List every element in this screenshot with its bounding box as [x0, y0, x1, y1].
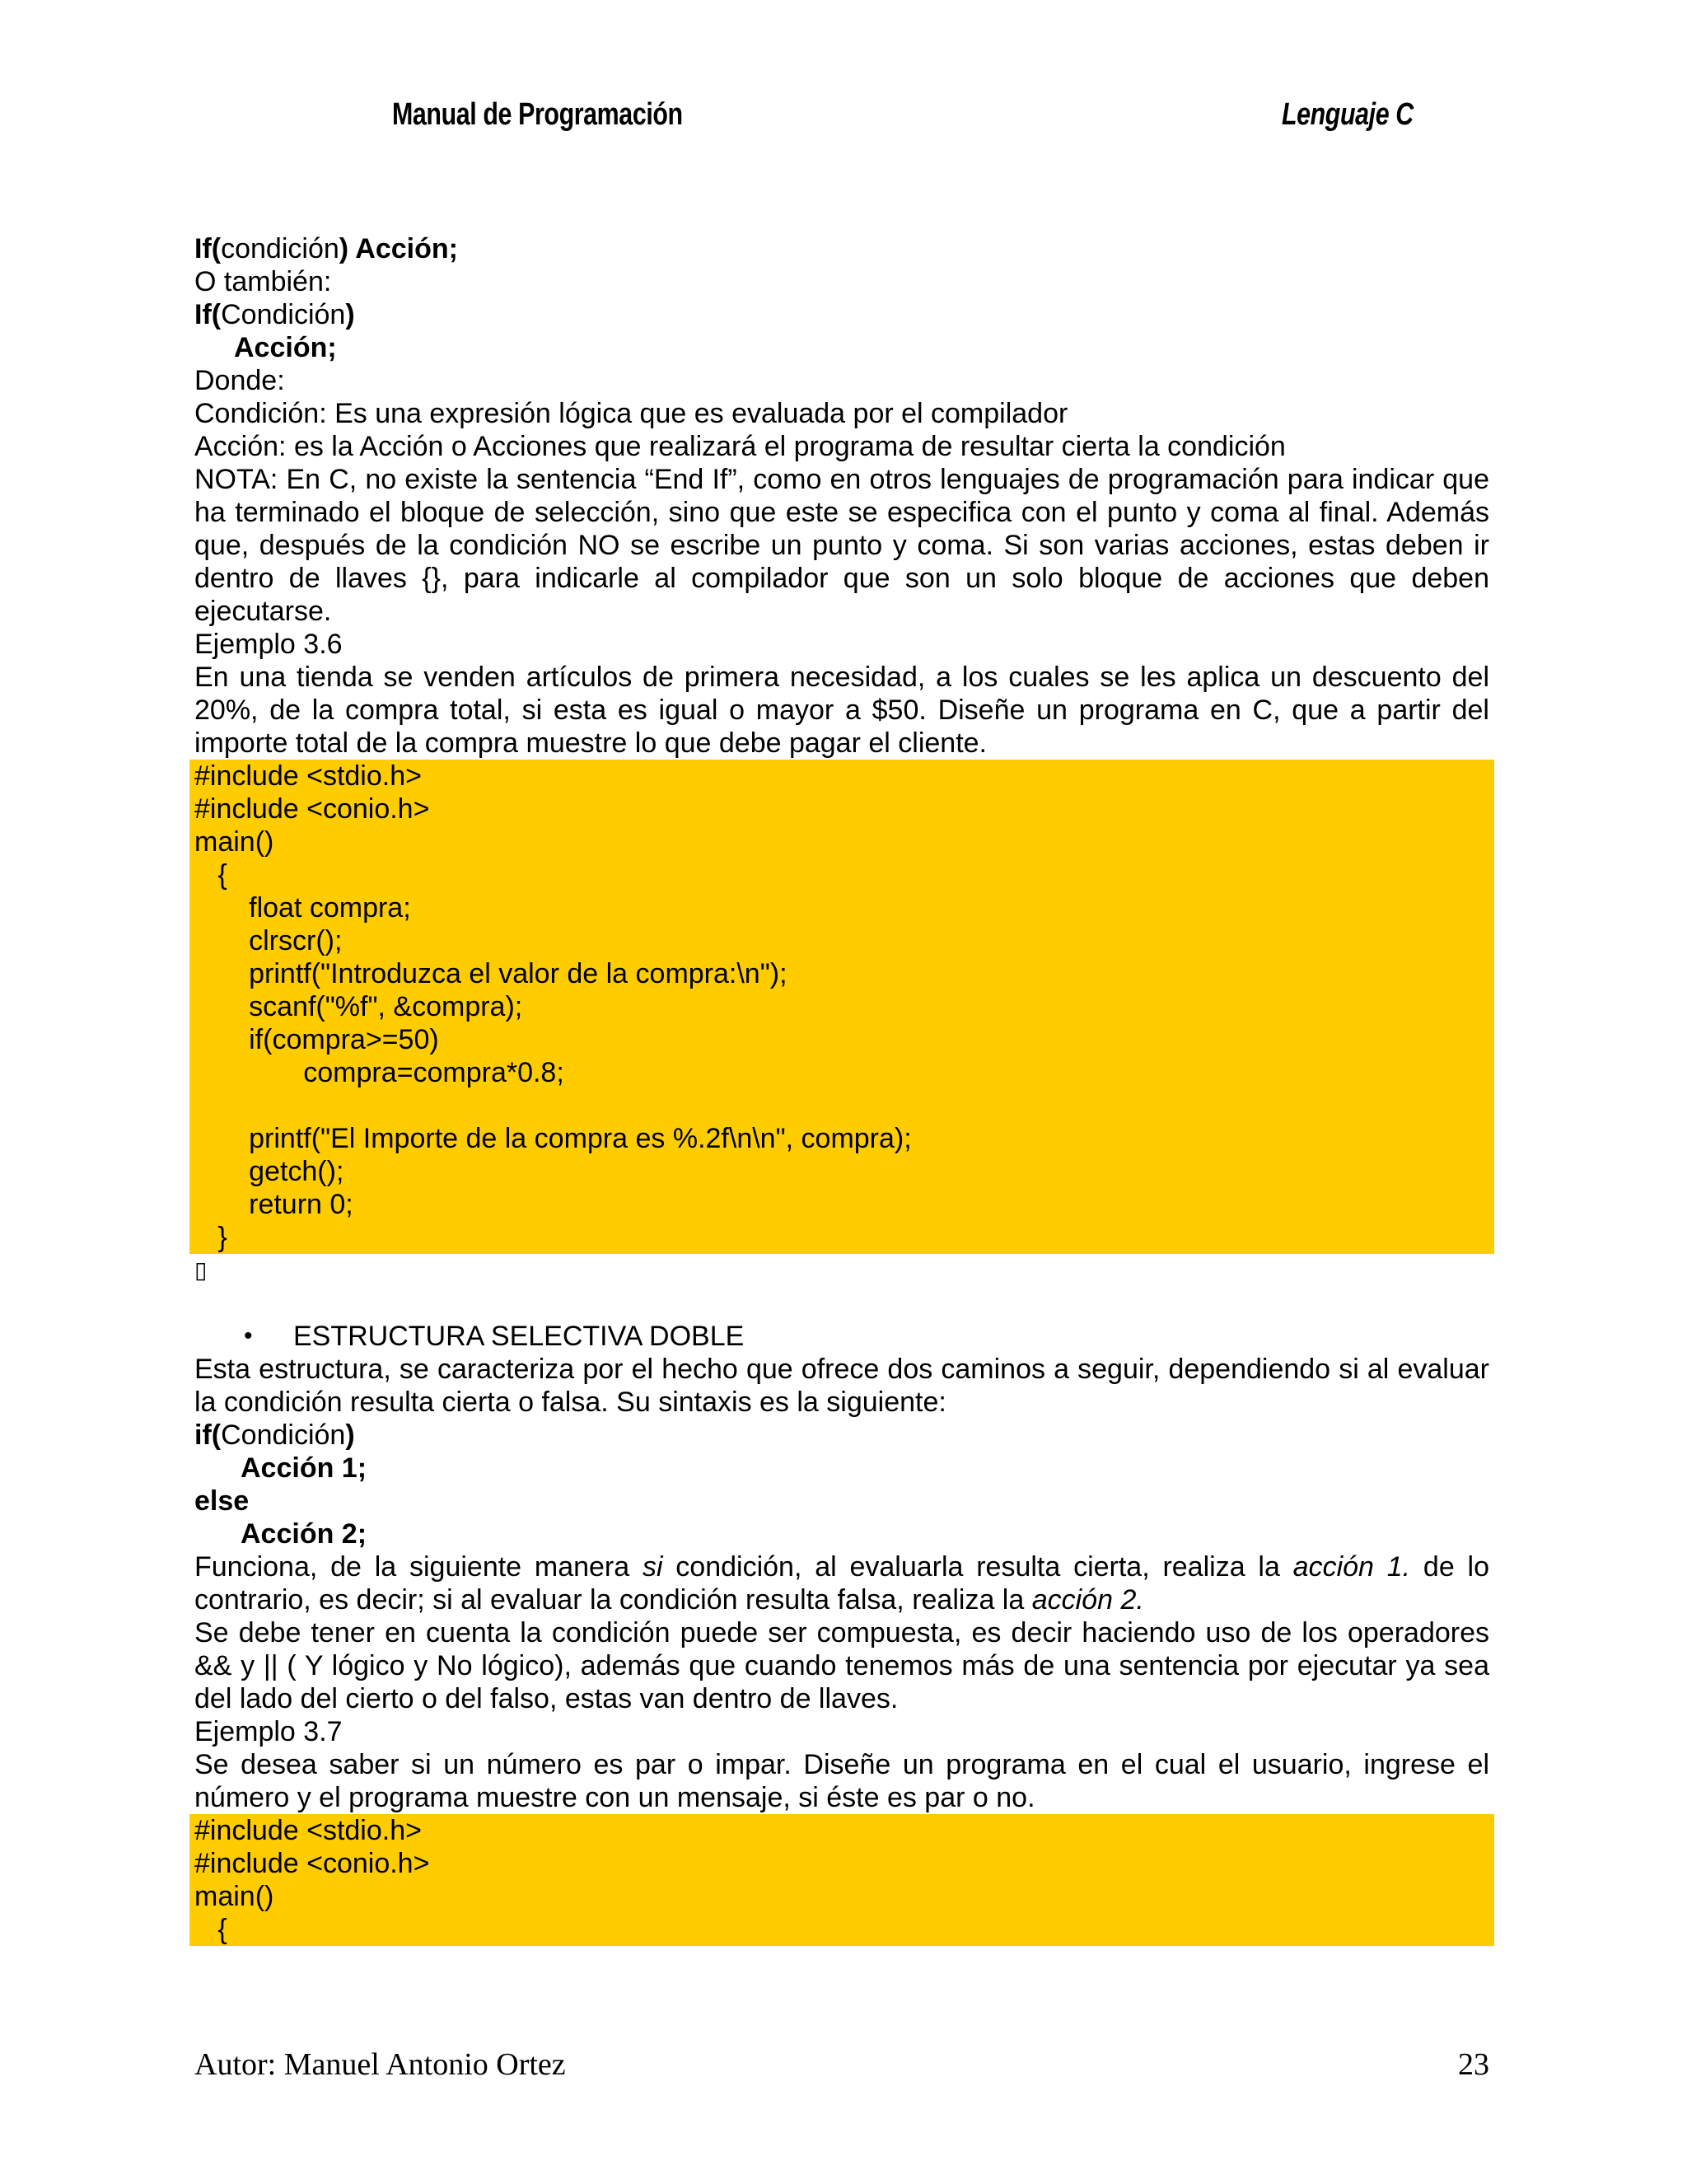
code-line: return 0;	[194, 1189, 353, 1220]
page-body	[194, 232, 1489, 1946]
section-heading-bullet	[194, 1320, 1489, 1353]
code-line: if(compra>=50)	[194, 1024, 439, 1055]
code-line: float compra;	[194, 892, 411, 924]
condicion-definition: Condición: Es una expresión lógica que es evaluada por el compilador	[194, 398, 1068, 429]
code-line: #include <stdio.h>	[194, 1815, 422, 1846]
manual-title: Manual de Programación	[392, 97, 683, 132]
ejemplo-3-6-label: Ejemplo 3.6	[194, 629, 343, 660]
if-else-syntax-line	[194, 1419, 1489, 1452]
o-tambien: O también:	[194, 266, 332, 297]
doble-intro: Esta estructura, se caracteriza por el hecho que ofrece dos caminos a seguir, dependiendo si al evaluar la condición resulta cierta o falsa. Su sintaxis es la siguiente:	[194, 1354, 1489, 1418]
funciona-part: Funciona, de la siguiente manera	[194, 1551, 643, 1583]
funciona-accion2: acción 2.	[1031, 1584, 1144, 1616]
funciona-accion1: acción 1.	[1292, 1551, 1411, 1583]
accion-definition: Acción: es la Acción o Acciones que realizará el programa de resultar cierta la condición	[194, 431, 1286, 462]
funciona-part: condición, al evaluarla resulta cierta, realiza la	[662, 1551, 1293, 1583]
kw-if-3: if	[194, 1419, 212, 1451]
paren-close-3: )	[345, 1419, 355, 1451]
code-line: {	[194, 859, 227, 891]
kw-if-2: If	[194, 299, 212, 330]
paren-close-2: )	[345, 299, 355, 330]
code-line: main()	[194, 826, 274, 858]
code-line: #include <conio.h>	[194, 793, 430, 825]
funciona-si: si	[642, 1551, 663, 1583]
paren-open-3: (	[211, 1419, 222, 1451]
paren-open-2: (	[211, 299, 222, 330]
funciona-part: de lo contrario, es decir; si al evaluar la condición resulta falsa, realiza la	[194, 1551, 1489, 1616]
compuesta-paragraph: Se debe tener en cuenta la condición puede ser compuesta, es decir haciendo uso de los operadores && y || ( Y lógico y No lógico), además que cuando tenemos más de una sentencia por ejecutar ya sea del lado del cierto o del falso, estas van dentro de llaves.	[194, 1617, 1489, 1714]
if-syntax-line	[194, 232, 1489, 265]
cond-text-2: Condición	[221, 299, 346, 330]
accion-text: Acción;	[348, 233, 458, 264]
code-line: printf("El Importe de la compra es %.2f\n\n", compra);	[194, 1123, 912, 1154]
else-line: else	[194, 1485, 250, 1517]
accion-line: Acción;	[234, 332, 337, 363]
language-title: Lenguaje C	[1282, 97, 1414, 132]
if-syntax2-line	[194, 298, 1489, 331]
ejemplo-3-7-text: Se desea saber si un número es par o impar. Diseñe un programa en el cual el usuario, ingrese el número y el programa muestre con un mensaje, si éste es par o no.	[194, 1749, 1489, 1813]
accion-2-line: Acción 2;	[241, 1518, 367, 1550]
code-line: }	[194, 1222, 227, 1253]
cond-text: condición	[221, 233, 339, 264]
paren-close: )	[339, 233, 349, 264]
accion-1-line: Acción 1;	[241, 1452, 367, 1484]
paren-open: (	[211, 233, 222, 264]
author-label: Autor: Manuel Antonio Ortez	[194, 2047, 566, 2082]
code-line: scanf("%f", &compra);	[194, 991, 523, 1022]
donde-label: Donde:	[194, 365, 285, 396]
code-line: #include <conio.h>	[194, 1848, 430, 1879]
kw-if: If	[194, 233, 212, 264]
code-line: {	[194, 1914, 227, 1945]
bullet-icon: •	[244, 1322, 253, 1349]
section-heading: ESTRUCTURA SELECTIVA DOBLE	[293, 1321, 745, 1352]
page-number: 23	[1458, 2047, 1489, 2082]
funciona-paragraph	[194, 1550, 1489, 1616]
code-line: #include <stdio.h>	[194, 760, 422, 792]
nota-paragraph: NOTA: En C, no existe la sentencia “End If”, como en otros lenguajes de programación para indicar que ha terminado el bloque de selección, sino que este se especifica con el punto y coma al final. Además que, después de la condición NO se escribe un punto y coma. Si son varias acciones, estas deben ir dentro de llaves {}, para indicarle al compilador que son un solo bloque de acciones que deben ejecutarse.	[194, 464, 1489, 627]
ejemplo-3-6-text: En una tienda se venden artículos de primera necesidad, a los cuales se les aplica un descuento del 20%, de la compra total, si esta es igual o mayor a $50. Diseñe un programa en C, que a partir del importe total de la compra muestre lo que debe pagar el cliente.	[194, 662, 1489, 759]
code-line: getch();	[194, 1156, 344, 1187]
code-line: compra=compra*0.8;	[194, 1057, 564, 1088]
code-line: main()	[194, 1881, 274, 1912]
ejemplo-3-7-label: Ejemplo 3.7	[194, 1716, 343, 1747]
code-line	[194, 1089, 1494, 1122]
code-line: clrscr();	[194, 925, 343, 956]
page-header	[392, 97, 1414, 143]
code-block-1	[189, 760, 1494, 1254]
stray-glyph: ▯	[194, 1257, 208, 1283]
cond-text-3: Condición	[221, 1419, 346, 1451]
spacer	[194, 1287, 1489, 1320]
code-line: printf("Introduzca el valor de la compra:\n");	[194, 958, 787, 989]
code-block-2	[189, 1814, 1494, 1946]
